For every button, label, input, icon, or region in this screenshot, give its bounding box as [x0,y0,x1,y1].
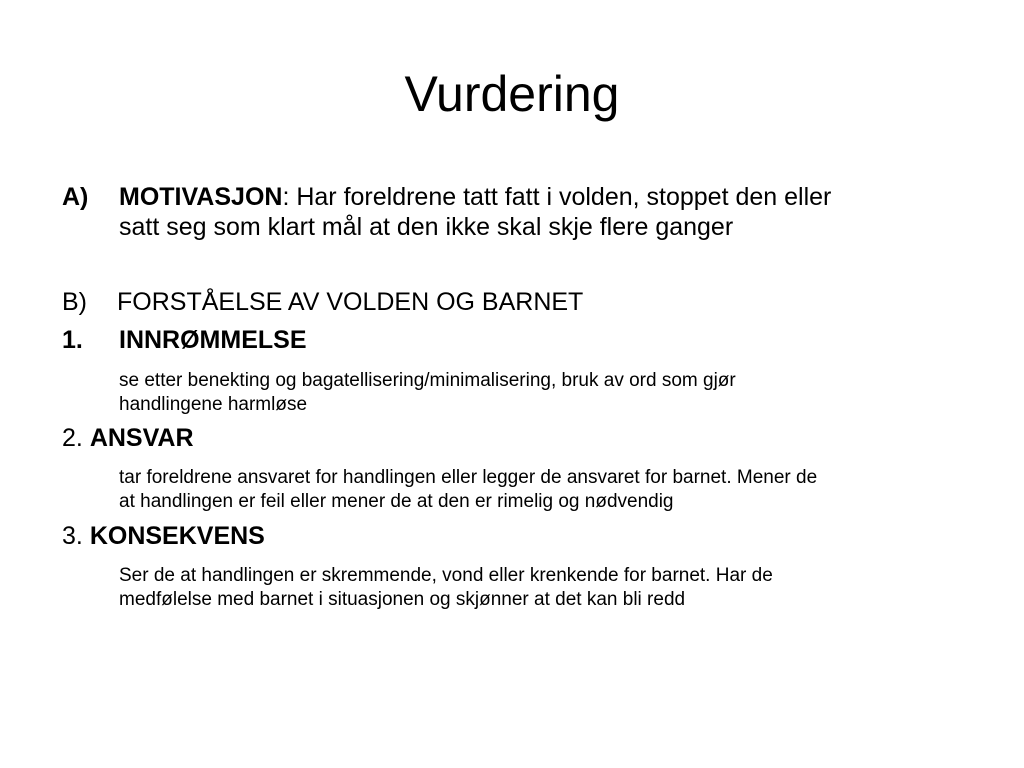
section-a-text-line2: satt seg som klart mål at den ikke skal skje flere ganger [119,213,734,241]
section-a-label: MOTIVASJON [119,183,283,211]
item-3-number: 3. [62,522,83,550]
slide-title: Vurdering [404,66,620,122]
item-3-description [119,564,949,612]
section-b-label: FORSTÅELSE AV VOLDEN OG BARNET [117,288,584,316]
item-1-heading [62,325,962,357]
section-a-line1 [119,182,962,212]
item-1-number: 1. [62,326,83,354]
section-a-marker: A) [62,183,89,211]
item-2-number: 2. [62,424,83,452]
item-3-desc-line2: medfølelse med barnet i situasjonen og skjønner at det kan bli redd [119,589,686,610]
item-2-desc-line1: tar foreldrene ansvaret for handlingen eller legger de ansvaret for barnet. Mener de [119,467,818,488]
item-3-desc-line1: Ser de at handlingen er skremmende, vond eller krenkende for barnet. Har de [119,565,773,586]
item-3-label: KONSEKVENS [89,522,265,550]
section-b [62,287,962,319]
item-2-label: ANSVAR [89,424,194,452]
item-2-desc-line2: at handlingen er feil eller mener de at den er rimelig og nødvendig [119,491,674,512]
item-1-description [119,369,949,417]
item-1-desc-line1: se etter benekting og bagatellisering/minimalisering, bruk av ord som gjør [119,370,736,391]
section-a-text-line1: : Har foreldrene tatt fatt i volden, stoppet den eller [282,183,832,211]
section-a [62,182,962,244]
item-2-heading [62,423,962,455]
item-3-heading [62,521,962,553]
section-b-marker: B) [62,288,87,316]
item-1-desc-line2: handlingene harmløse [119,394,308,415]
item-1-label: INNRØMMELSE [119,326,307,354]
item-2-description [119,466,949,514]
